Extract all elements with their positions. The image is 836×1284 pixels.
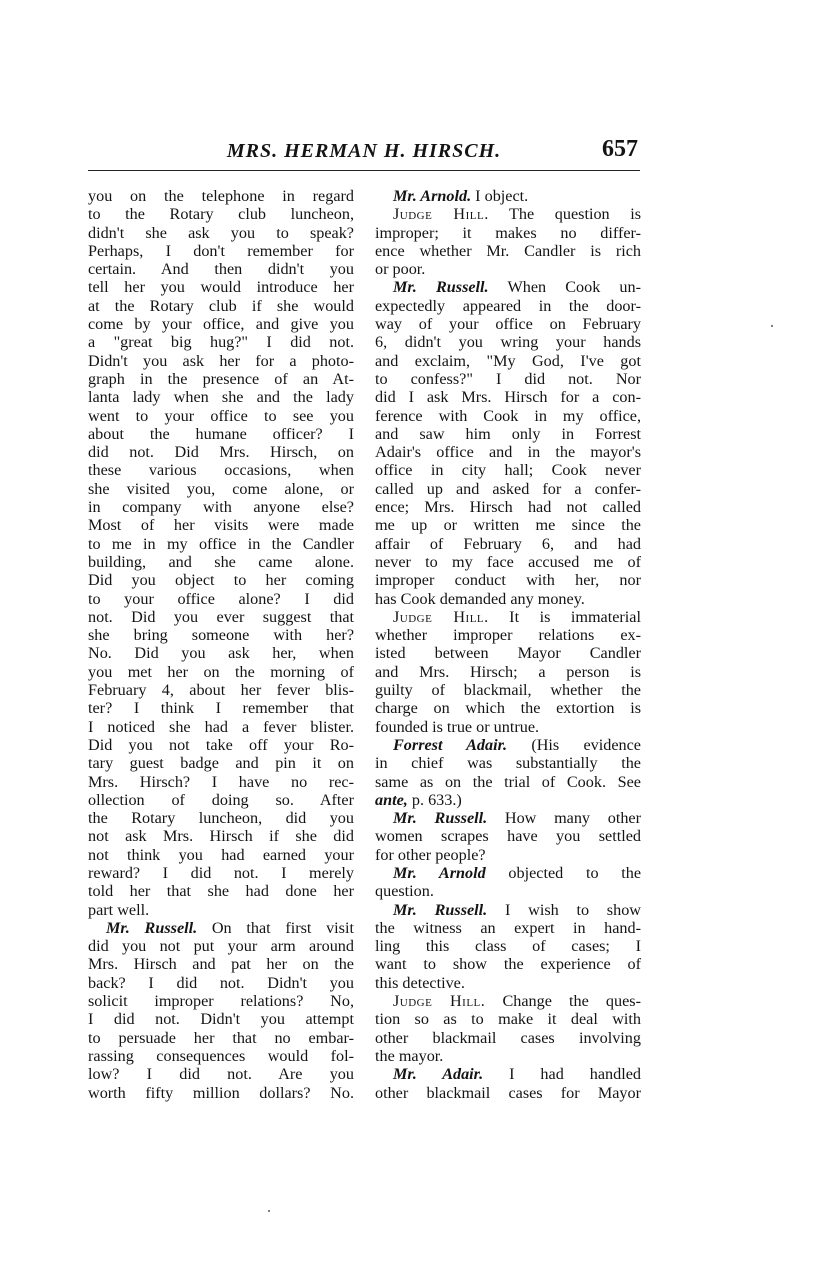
line-text: Did you object to her coming: [88, 571, 354, 590]
line-text: I noticed she had a fever blister.: [88, 717, 354, 736]
text-line: [375, 626, 641, 644]
line-text: On that first visit: [197, 918, 354, 937]
text-line: [375, 370, 641, 388]
line-text: ter? I think I remember that: [88, 699, 354, 718]
line-text: improper conduct with her, nor: [375, 571, 641, 590]
text-line: [88, 718, 354, 736]
line-text: question.: [375, 882, 434, 901]
text-line: [88, 480, 354, 498]
text-line: [88, 626, 354, 644]
line-text: isted between Mayor Candler: [375, 644, 641, 663]
text-line: [375, 1010, 641, 1028]
text-line: [88, 498, 354, 516]
line-text: the Rotary luncheon, did you: [88, 809, 354, 828]
line-text: you met her on the morning of: [88, 662, 354, 681]
right-text-column: [375, 187, 641, 1102]
line-text: It is immaterial: [488, 607, 641, 626]
line-text: office in city hall; Cook never: [375, 461, 641, 480]
line-text: the mayor.: [375, 1046, 444, 1065]
line-text: back? I did not. Didn't you: [88, 973, 354, 992]
text-line: [88, 827, 354, 845]
line-text: Adair's office and in the mayor's: [375, 443, 641, 462]
line-text: not. Did you ever suggest that: [88, 607, 354, 626]
line-text: went to your office to see you: [88, 406, 354, 425]
text-line: [375, 242, 641, 260]
text-line: [375, 205, 641, 223]
text-line: [375, 590, 641, 608]
line-text: not think you had earned your: [88, 845, 354, 864]
text-line: [88, 663, 354, 681]
line-text: come by your office, and give you: [88, 315, 354, 334]
line-text: objected to the: [485, 863, 642, 882]
text-line: [88, 937, 354, 955]
text-line: [375, 882, 641, 900]
text-line: [88, 1029, 354, 1047]
text-line: [375, 681, 641, 699]
line-text: whether improper relations ex-: [375, 626, 641, 645]
line-text: Mrs. Hirsch and pat her on the: [88, 955, 354, 974]
text-line: [375, 937, 641, 955]
line-text: Mrs. Hirsch? I have no rec-: [88, 772, 354, 791]
line-text: founded is true or untrue.: [375, 717, 540, 736]
line-text: she bring someone with her?: [88, 626, 354, 645]
line-text: worth fifty million dollars? No.: [88, 1083, 354, 1102]
text-line: [88, 736, 354, 754]
line-text: p. 633.): [407, 790, 462, 809]
text-line: [88, 681, 354, 699]
line-text: this detective.: [375, 973, 465, 992]
line-text: called up and asked for a confer-: [375, 479, 641, 498]
text-line: [375, 260, 641, 278]
line-text: low? I did not. Are you: [88, 1065, 354, 1084]
speaker-name: Judge Hill.: [393, 992, 486, 1011]
text-line: [88, 1065, 354, 1083]
text-line: [88, 205, 354, 223]
line-text: and Mrs. Hirsch; a person is: [375, 662, 641, 681]
line-text: ling this class of cases; I: [375, 937, 641, 956]
text-line: [88, 1084, 354, 1102]
text-line: [88, 791, 354, 809]
line-text: part well.: [88, 900, 150, 919]
line-text: ence; Mrs. Hirsch had not called: [375, 498, 641, 517]
line-text: Change the ques-: [485, 992, 641, 1011]
line-text: graph in the presence of an At-: [88, 369, 354, 388]
text-line: [375, 535, 641, 553]
line-text: Perhaps, I don't remember for: [88, 241, 354, 260]
line-text: No. Did you ask her, when: [88, 644, 354, 663]
line-text: at the Rotary club if she would: [88, 296, 354, 315]
text-line: [88, 882, 354, 900]
line-text: reward? I did not. I merely: [88, 863, 354, 882]
line-text: did not. Did Mrs. Hirsch, on: [88, 443, 354, 462]
line-text: about the humane officer? I: [88, 424, 354, 443]
line-text: charge on which the extortion is: [375, 699, 641, 718]
text-line: [88, 443, 354, 461]
running-header: [88, 136, 640, 171]
text-line: [375, 608, 641, 626]
text-line: [375, 644, 641, 662]
line-text: I did not. Didn't you attempt: [88, 1010, 354, 1029]
line-text: Didn't you ask her for a photo-: [88, 351, 354, 370]
line-text: building, and she came alone.: [88, 552, 354, 571]
text-line: [375, 1029, 641, 1047]
speaker-name: Forrest Adair.: [393, 735, 508, 754]
line-text: has Cook demanded any money.: [375, 589, 585, 608]
text-line: [375, 315, 641, 333]
line-text: for other people?: [375, 845, 486, 864]
line-text: me up or written me since the: [375, 516, 641, 535]
line-text: other blackmail cases for Mayor: [375, 1083, 641, 1102]
text-line: [88, 224, 354, 242]
text-line: [88, 901, 354, 919]
line-text: a "great big hug?" I did not.: [88, 333, 354, 352]
text-line: [375, 553, 641, 571]
text-line: [88, 553, 354, 571]
line-text: How many other: [487, 809, 641, 828]
text-line: [88, 1010, 354, 1028]
line-text: ence whether Mr. Candler is rich: [375, 241, 641, 260]
text-line: [375, 425, 641, 443]
line-text: improper; it makes no differ-: [375, 223, 641, 242]
text-line: [375, 992, 641, 1010]
text-line: [375, 736, 641, 754]
text-line: [375, 773, 641, 791]
text-line: [88, 955, 354, 973]
text-line: [375, 461, 641, 479]
line-text: certain. And then didn't you: [88, 260, 354, 279]
line-text: she visited you, come alone, or: [88, 479, 354, 498]
text-line: [375, 827, 641, 845]
line-text: 6, didn't you wring your hands: [375, 333, 641, 352]
line-text: and saw him only in Forrest: [375, 424, 641, 443]
speaker-name: Mr. Arnold: [393, 863, 486, 882]
speaker-name: ante,: [375, 790, 408, 809]
text-line: [88, 1047, 354, 1065]
line-text: tell her you would introduce her: [88, 278, 354, 297]
line-text: ference with Cook in my office,: [375, 406, 641, 425]
text-line: [88, 992, 354, 1010]
text-line: [88, 278, 354, 296]
speaker-name: Mr. Arnold.: [393, 187, 472, 205]
line-text: I wish to show: [487, 900, 641, 919]
text-line: [88, 773, 354, 791]
line-text: to persuade her that no embar-: [88, 1028, 354, 1047]
text-line: [375, 791, 641, 809]
line-text: to your office alone? I did: [88, 589, 354, 608]
line-text: not ask Mrs. Hirsch if she did: [88, 827, 354, 846]
line-text: same as on the trial of Cook. See: [375, 772, 641, 791]
speaker-name: Mr. Russell.: [393, 278, 489, 297]
speck-mark: [771, 325, 773, 327]
line-text: Most of her visits were made: [88, 516, 354, 535]
text-line: [375, 1047, 641, 1065]
line-text: tion so as to make it deal with: [375, 1010, 641, 1029]
line-text: (His evidence: [507, 735, 641, 754]
line-text: in company with anyone else?: [88, 498, 354, 517]
text-line: [375, 901, 641, 919]
text-line: [88, 571, 354, 589]
running-title: MRS. HERMAN H. HIRSCH.: [226, 140, 502, 162]
text-line: [88, 809, 354, 827]
text-line: [375, 187, 641, 205]
line-text: want to show the experience of: [375, 955, 641, 974]
text-line: [375, 809, 641, 827]
text-line: [88, 699, 354, 717]
text-line: [88, 846, 354, 864]
text-line: [88, 187, 354, 205]
text-line: [88, 333, 354, 351]
line-text: didn't she ask you to speak?: [88, 223, 354, 242]
line-text: did you not put your arm around: [88, 937, 354, 956]
text-line: [375, 1084, 641, 1102]
line-text: I object.: [471, 187, 529, 205]
line-text: way of your office on February: [375, 315, 641, 334]
text-line: [375, 388, 641, 406]
text-line: [375, 663, 641, 681]
text-line: [88, 370, 354, 388]
line-text: Did you not take off your Ro-: [88, 735, 354, 754]
line-text: to confess?" I did not. Nor: [375, 369, 641, 388]
line-text: February 4, about her fever blis-: [88, 681, 354, 700]
line-text: expectedly appeared in the door-: [375, 296, 641, 315]
text-line: [88, 388, 354, 406]
speaker-name: Mr. Russell.: [393, 900, 488, 919]
line-text: affair of February 6, and had: [375, 534, 641, 553]
speaker-name: Mr. Russell.: [106, 918, 198, 937]
text-line: [88, 297, 354, 315]
speaker-name: Mr. Adair.: [393, 1065, 484, 1084]
text-line: [375, 1065, 641, 1083]
text-line: [375, 846, 641, 864]
text-line: [375, 699, 641, 717]
line-text: solicit improper relations? No,: [88, 992, 354, 1011]
line-text: or poor.: [375, 260, 426, 279]
page-number: 657: [602, 136, 638, 162]
line-text: ollection of doing so. After: [88, 790, 354, 809]
line-text: and exclaim, "My God, I've got: [375, 351, 641, 370]
text-line: [375, 480, 641, 498]
speaker-name: Judge Hill.: [393, 205, 489, 224]
line-text: When Cook un-: [488, 278, 641, 297]
line-text: you on the telephone in regard: [88, 187, 354, 205]
speaker-name: Judge Hill.: [393, 607, 489, 626]
text-line: [375, 297, 641, 315]
line-text: guilty of blackmail, whether the: [375, 681, 641, 700]
text-line: [375, 224, 641, 242]
text-line: [375, 407, 641, 425]
text-line: [375, 333, 641, 351]
text-line: [375, 352, 641, 370]
text-line: [375, 919, 641, 937]
text-line: [88, 974, 354, 992]
line-text: I had handled: [483, 1065, 641, 1084]
text-line: [375, 516, 641, 534]
line-text: never to my face accused me of: [375, 552, 641, 571]
text-line: [375, 498, 641, 516]
text-line: [88, 516, 354, 534]
text-line: [88, 864, 354, 882]
text-line: [375, 571, 641, 589]
line-text: did I ask Mrs. Hirsch for a con-: [375, 388, 641, 407]
line-text: the witness an expert in hand-: [375, 918, 641, 937]
speaker-name: Mr. Russell.: [393, 809, 488, 828]
text-line: [88, 242, 354, 260]
text-line: [375, 754, 641, 772]
line-text: other blackmail cases involving: [375, 1028, 641, 1047]
text-line: [375, 974, 641, 992]
line-text: in chief was substantially the: [375, 754, 641, 773]
text-line: [88, 352, 354, 370]
line-text: to the Rotary club luncheon,: [88, 205, 354, 224]
line-text: rassing consequences would fol-: [88, 1046, 354, 1065]
text-line: [88, 644, 354, 662]
text-line: [88, 407, 354, 425]
line-text: women scrapes have you settled: [375, 827, 641, 846]
line-text: The question is: [488, 205, 641, 224]
line-text: to me in my office in the Candler: [88, 534, 354, 553]
text-line: [88, 260, 354, 278]
text-line: [88, 535, 354, 553]
text-line: [375, 278, 641, 296]
text-line: [88, 608, 354, 626]
line-text: told her that she had done her: [88, 882, 354, 901]
text-line: [375, 864, 641, 882]
text-line: [88, 461, 354, 479]
text-line: [88, 315, 354, 333]
line-text: these various occasions, when: [88, 461, 354, 480]
text-line: [88, 754, 354, 772]
line-text: tary guest badge and pin it on: [88, 754, 354, 773]
text-line: [375, 718, 641, 736]
text-line: [375, 955, 641, 973]
left-text-column: [88, 187, 354, 1102]
text-line: [88, 425, 354, 443]
speck-mark: [268, 1210, 270, 1212]
line-text: lanta lady when she and the lady: [88, 388, 354, 407]
text-line: [88, 919, 354, 937]
text-line: [375, 443, 641, 461]
text-line: [88, 590, 354, 608]
